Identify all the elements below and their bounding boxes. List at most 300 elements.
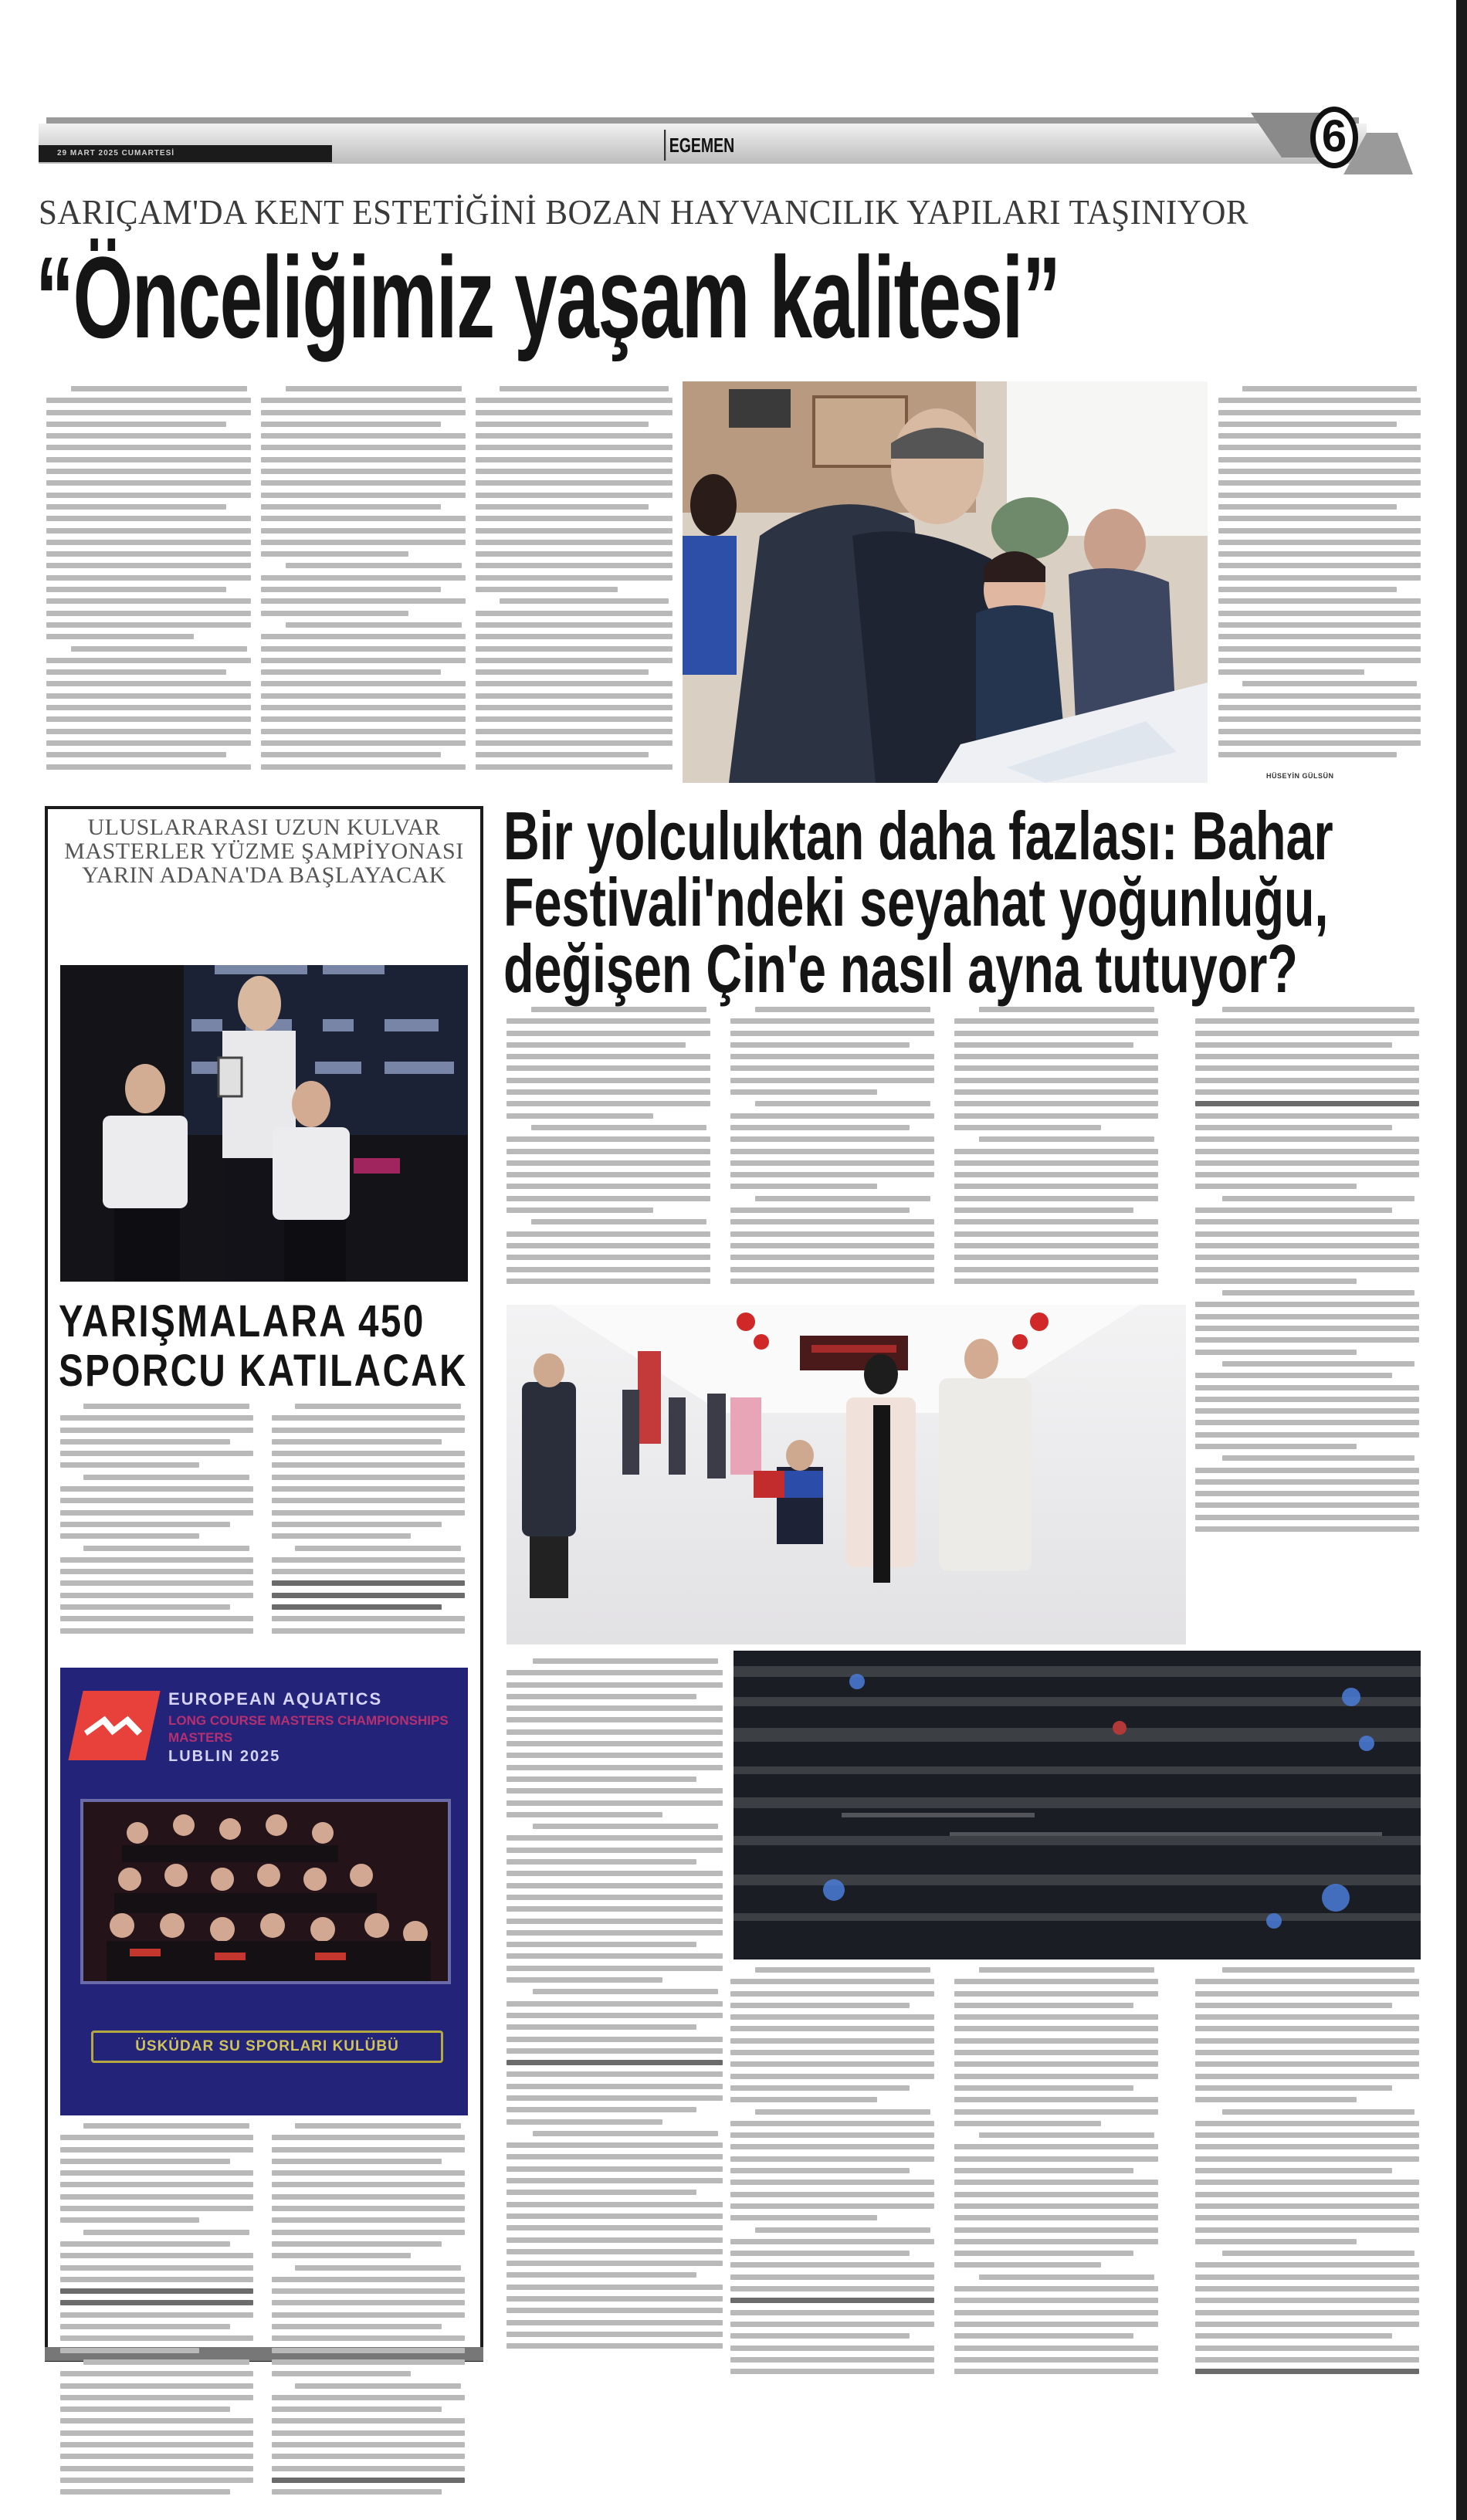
text-line <box>730 2298 934 2303</box>
text-line <box>83 2359 249 2365</box>
text-line <box>954 2322 1158 2327</box>
text-line <box>730 2180 934 2185</box>
text-line <box>1195 1979 1419 1984</box>
text-line <box>272 2407 442 2412</box>
text-line <box>261 716 466 722</box>
text-line <box>507 1243 710 1248</box>
text-line <box>60 1486 253 1492</box>
text-line <box>1195 2286 1419 2291</box>
text-line <box>954 1113 1158 1119</box>
text-line <box>1242 681 1416 686</box>
article-main-column-2 <box>261 386 466 776</box>
text-line <box>46 716 251 722</box>
text-line <box>730 2322 934 2327</box>
text-line <box>507 1682 723 1688</box>
text-line <box>954 1196 1158 1201</box>
text-line <box>1195 1101 1419 1106</box>
text-line <box>507 1859 696 1865</box>
text-line <box>1218 669 1364 675</box>
text-line <box>507 1906 723 1912</box>
text-line <box>1195 1479 1419 1485</box>
article-main-photo <box>683 381 1208 783</box>
text-line <box>46 669 226 675</box>
text-line <box>272 1557 465 1563</box>
text-line <box>60 1628 253 1634</box>
text-line <box>507 1231 710 1237</box>
text-line <box>272 1428 465 1433</box>
text-line <box>954 1054 1158 1059</box>
text-line <box>507 1871 723 1876</box>
text-line <box>272 2300 465 2305</box>
text-line <box>533 1989 719 1994</box>
text-line <box>954 1149 1158 1154</box>
text-line <box>954 1255 1158 1260</box>
text-line <box>507 1848 723 1853</box>
text-line <box>507 2225 723 2230</box>
text-line <box>476 433 673 439</box>
text-line <box>1195 1373 1392 1378</box>
text-line <box>46 445 251 450</box>
text-line <box>476 540 673 545</box>
text-line <box>476 504 649 510</box>
text-line <box>60 1415 253 1421</box>
china-column-1 <box>507 1007 710 1290</box>
text-line <box>507 2285 723 2290</box>
text-line <box>1218 622 1421 628</box>
text-line <box>507 2237 723 2243</box>
text-line <box>1222 1361 1414 1367</box>
text-line <box>954 2038 1158 2044</box>
text-line <box>476 410 673 415</box>
text-line <box>1218 457 1421 462</box>
text-line <box>1218 693 1421 699</box>
text-line <box>730 2310 934 2315</box>
text-line <box>507 2178 723 2183</box>
text-line <box>507 1136 710 1142</box>
text-line <box>60 2182 253 2187</box>
text-line <box>507 2308 723 2313</box>
text-line <box>71 646 247 652</box>
text-line <box>272 2194 465 2200</box>
text-line <box>261 598 466 604</box>
china-headline-line-1: Bir yolculuktan daha fazlası: Bahar <box>503 798 1333 874</box>
text-line <box>755 2227 930 2233</box>
text-line <box>730 1078 934 1083</box>
text-line <box>1218 729 1421 734</box>
text-line <box>507 1031 710 1036</box>
text-line <box>507 1267 710 1272</box>
text-line <box>60 2147 253 2152</box>
text-line <box>476 551 673 557</box>
text-line <box>1218 658 1421 663</box>
text-line <box>1195 1184 1357 1189</box>
text-line <box>1218 528 1421 533</box>
text-line <box>1218 493 1421 498</box>
text-line <box>476 445 673 450</box>
european-aquatics-logo-icon <box>68 1691 160 1760</box>
text-line <box>1218 469 1421 474</box>
text-line <box>507 1065 710 1071</box>
text-line <box>261 575 466 581</box>
text-line <box>954 1065 1158 1071</box>
text-line <box>954 2298 1158 2303</box>
text-line <box>1195 2121 1419 2126</box>
header-date: 29 MART 2025 CUMARTESİ <box>39 145 332 162</box>
text-line <box>730 1065 934 1071</box>
text-line <box>476 493 673 498</box>
text-line <box>730 1136 934 1142</box>
text-line <box>1195 2239 1357 2244</box>
text-line <box>507 1953 723 1959</box>
night-train-photo <box>734 1651 1421 1959</box>
text-line <box>60 1604 230 1610</box>
text-line <box>60 2241 230 2247</box>
text-line <box>507 1172 710 1177</box>
text-line <box>272 2206 465 2211</box>
text-line <box>507 2190 696 2195</box>
text-line <box>1195 2310 1419 2315</box>
text-line <box>730 1172 934 1177</box>
text-line <box>954 1125 1101 1130</box>
text-line <box>1195 1267 1419 1272</box>
text-line <box>46 410 251 415</box>
text-line <box>755 1007 930 1012</box>
text-line <box>954 1089 1158 1095</box>
text-line <box>954 1018 1158 1024</box>
text-line <box>1222 2251 1414 2256</box>
text-line <box>1195 2061 1419 2067</box>
text-line <box>272 1451 465 1456</box>
text-line <box>476 516 673 521</box>
text-line <box>1195 1420 1419 1425</box>
text-line <box>1195 1350 1357 1355</box>
text-line <box>46 493 251 498</box>
text-line <box>60 2288 253 2294</box>
text-line <box>954 1243 1158 1248</box>
text-line <box>1195 1113 1419 1119</box>
text-line <box>1195 2085 1392 2091</box>
text-line <box>272 1569 465 1574</box>
text-line <box>1195 2215 1419 2220</box>
text-line <box>1195 2262 1419 2268</box>
text-line <box>1195 1243 1419 1248</box>
text-line <box>272 1510 465 1516</box>
text-line <box>730 2085 910 2091</box>
text-line <box>46 752 226 757</box>
text-line <box>261 480 466 486</box>
sidebar-column-4 <box>272 2123 465 2501</box>
text-line <box>476 622 673 628</box>
text-line <box>1218 433 1421 439</box>
text-line <box>507 1255 710 1260</box>
text-line <box>507 2119 662 2125</box>
text-line <box>476 528 673 533</box>
china-train-photo <box>734 1651 1421 1959</box>
text-line <box>507 2272 696 2278</box>
sidebar-photo <box>60 965 468 1282</box>
text-line <box>730 2239 934 2244</box>
text-line <box>295 1546 461 1551</box>
text-line <box>60 1428 253 1433</box>
text-line <box>1195 1125 1392 1130</box>
text-line <box>507 2249 723 2254</box>
text-line <box>954 1042 1133 1048</box>
text-line <box>954 2333 1133 2339</box>
text-line <box>954 1279 1158 1284</box>
text-line <box>507 1705 723 1711</box>
text-line <box>954 2286 1158 2291</box>
text-line <box>1195 2026 1419 2031</box>
text-line <box>60 2206 253 2211</box>
text-line <box>730 2286 934 2291</box>
text-line <box>261 540 466 545</box>
text-line <box>476 398 673 403</box>
text-line <box>1195 1491 1419 1496</box>
text-line <box>1195 1149 1419 1154</box>
text-line <box>507 2084 723 2089</box>
text-line <box>507 2060 723 2065</box>
text-line <box>476 693 673 699</box>
text-line <box>1222 2109 1414 2115</box>
text-line <box>46 681 251 686</box>
text-line <box>1218 575 1421 581</box>
text-line <box>60 2466 253 2471</box>
text-line <box>60 1462 199 1468</box>
text-line <box>272 2312 465 2318</box>
text-line <box>954 2262 1101 2268</box>
text-line <box>46 705 251 710</box>
text-line <box>476 611 673 616</box>
text-line <box>60 2489 230 2495</box>
text-line <box>954 1078 1158 1083</box>
text-line <box>1195 1468 1419 1473</box>
text-line <box>46 611 251 616</box>
text-line <box>507 1977 662 1983</box>
text-line <box>60 2312 253 2318</box>
text-line <box>83 1546 249 1551</box>
text-line <box>507 1788 723 1793</box>
text-line <box>1218 422 1397 427</box>
text-line <box>954 1184 1158 1189</box>
text-line <box>272 2442 465 2447</box>
text-line <box>60 1580 253 1586</box>
text-line <box>46 469 251 474</box>
text-line <box>60 2371 253 2376</box>
article-headline: “Önceliğimiz yaşam kalitesi” <box>36 232 1060 362</box>
text-line <box>507 1895 723 1900</box>
text-line <box>730 2132 934 2138</box>
text-line <box>60 2300 253 2305</box>
text-line <box>1195 1279 1357 1284</box>
text-line <box>295 2383 461 2389</box>
text-line <box>60 2442 253 2447</box>
text-line <box>730 2014 934 2020</box>
text-line <box>476 681 673 686</box>
text-line <box>1222 1007 1414 1012</box>
text-line <box>531 1007 706 1012</box>
text-line <box>272 2135 465 2140</box>
text-line <box>730 1231 934 1237</box>
text-line <box>60 2170 253 2176</box>
text-line <box>261 658 466 663</box>
text-line <box>954 2310 1158 2315</box>
text-line <box>954 2121 1101 2126</box>
text-line <box>730 1255 934 1260</box>
text-line <box>730 2215 877 2220</box>
text-line <box>979 1136 1154 1142</box>
text-line <box>1195 1432 1419 1438</box>
text-line <box>954 2227 1158 2233</box>
text-line <box>272 1498 465 1503</box>
text-line <box>261 634 466 639</box>
text-line <box>1195 1326 1419 1331</box>
text-line <box>60 2335 253 2341</box>
text-line <box>1195 1054 1419 1059</box>
text-line <box>507 2142 723 2148</box>
ad-location: LUBLIN 2025 <box>168 1748 281 1765</box>
text-line <box>730 1113 934 1119</box>
text-line <box>730 1219 934 1224</box>
text-line <box>272 2395 465 2400</box>
text-line <box>507 1835 723 1841</box>
text-line <box>272 2159 442 2164</box>
text-line <box>295 2123 461 2129</box>
text-line <box>507 1800 723 1806</box>
text-line <box>476 469 673 474</box>
newspaper-logo: EGEMEN <box>664 130 734 161</box>
text-line <box>1195 2156 1419 2162</box>
text-line <box>507 1101 710 1106</box>
text-line <box>261 611 408 616</box>
text-line <box>507 1160 710 1166</box>
text-line <box>507 1812 662 1817</box>
text-line <box>1195 1515 1419 1520</box>
text-line <box>1218 410 1421 415</box>
text-line <box>60 2454 253 2459</box>
text-line <box>1195 2357 1419 2362</box>
text-line <box>261 729 466 734</box>
text-line <box>272 2182 465 2187</box>
text-line <box>261 646 466 652</box>
text-line <box>1195 1526 1419 1532</box>
text-line <box>954 1031 1158 1036</box>
text-line <box>730 1243 934 1248</box>
text-line <box>730 2038 934 2044</box>
text-line <box>272 1616 465 1621</box>
text-line <box>1195 2298 1419 2303</box>
text-line <box>954 1160 1158 1166</box>
text-line <box>476 634 673 639</box>
text-line <box>1195 2014 1419 2020</box>
advertisement <box>60 1668 468 2115</box>
text-line <box>507 2037 723 2042</box>
text-line <box>730 2203 934 2209</box>
text-line <box>272 1580 465 1586</box>
text-line <box>979 2132 1154 2138</box>
text-line <box>507 1149 710 1154</box>
text-line <box>730 2274 934 2280</box>
text-line <box>476 646 673 652</box>
text-line <box>730 1184 877 1189</box>
text-line <box>954 2061 1158 2067</box>
text-line <box>730 1018 934 1024</box>
text-line <box>261 587 441 592</box>
text-line <box>1195 1302 1419 1307</box>
china-headline-line-3: değişen Çin'e nasıl ayna tutuyor? <box>503 930 1298 1007</box>
text-line <box>507 1042 686 1048</box>
text-line <box>730 1267 934 1272</box>
text-line <box>476 740 673 746</box>
text-line <box>46 433 251 439</box>
text-line <box>954 2346 1158 2351</box>
text-line <box>46 528 251 533</box>
text-line <box>46 693 251 699</box>
text-line <box>730 1208 910 1213</box>
text-line <box>1218 740 1421 746</box>
text-line <box>261 528 466 533</box>
text-line <box>1195 2132 1419 2138</box>
text-line <box>507 1741 723 1746</box>
ad-club-name: ÜSKÜDAR SU SPORLARI KULÜBÜ <box>91 2031 443 2063</box>
text-line <box>507 1930 723 1936</box>
text-line <box>507 1717 723 1722</box>
text-line <box>730 2003 910 2008</box>
text-line <box>1242 386 1416 391</box>
text-line <box>1195 2180 1419 2185</box>
text-line <box>272 2230 465 2235</box>
text-line <box>272 2170 465 2176</box>
text-line <box>60 2135 253 2140</box>
text-line <box>507 2202 723 2207</box>
text-line <box>954 2369 1158 2374</box>
text-line <box>286 563 462 568</box>
text-line <box>1195 2003 1392 2008</box>
text-line <box>954 2168 1133 2173</box>
china-column-3 <box>954 1007 1158 1290</box>
text-line <box>83 1404 249 1409</box>
text-line <box>730 1279 934 1284</box>
header-band-top <box>46 117 1359 124</box>
text-line <box>46 551 251 557</box>
text-line <box>1195 1408 1419 1414</box>
text-line <box>46 729 251 734</box>
text-line <box>1195 1018 1419 1024</box>
text-line <box>46 563 251 568</box>
text-line <box>261 764 466 770</box>
text-line <box>730 2192 934 2197</box>
text-line <box>476 563 673 568</box>
text-line <box>272 2217 465 2223</box>
text-line <box>60 1557 253 1563</box>
text-line <box>954 2074 1158 2079</box>
text-line <box>272 1522 442 1527</box>
text-line <box>272 2241 442 2247</box>
text-line <box>476 587 618 592</box>
text-line <box>1218 611 1421 616</box>
text-line <box>1218 504 1397 510</box>
text-line <box>730 1042 910 1048</box>
text-line <box>46 622 251 628</box>
text-line <box>71 386 247 391</box>
text-line <box>60 2430 253 2436</box>
text-line <box>83 2123 249 2129</box>
text-line <box>954 2109 1158 2115</box>
text-line <box>954 2050 1158 2055</box>
text-line <box>261 457 466 462</box>
text-line <box>954 2014 1158 2020</box>
text-line <box>730 2333 910 2339</box>
text-line <box>46 658 251 663</box>
